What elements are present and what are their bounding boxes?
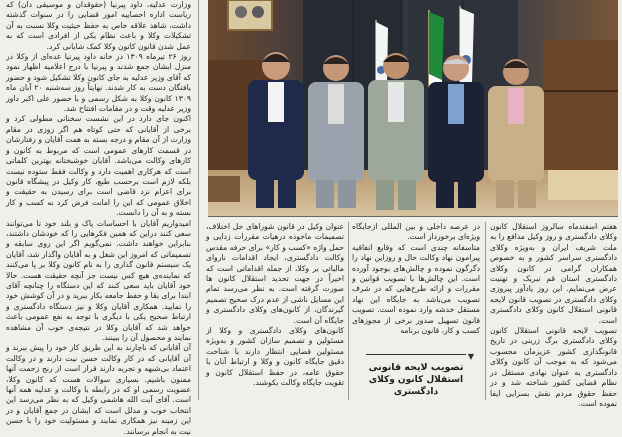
paragraph: روز ۲۶ تیرماه ۱۳۰۹ در خانه داود پیرنیا عده‌ای از وکلا در منزل ایشان جمع شدند و پیرنیا با درج اعلامیه اظهار نمود که آقای وزیر عدلیه به جای کانون وکلا تشکیل شود و حضور یافتگان دست به کار شدند. نهایتاً روز سه‌شنبه ۲۰ آبان ماه ۱۳۰۹ کانون وکلا به شکل رسمی و با حضور علی اکبر داور وزیر عدلیه وقت و در مقامات افتتاح شد. bbox=[6, 52, 192, 114]
subheading bbox=[352, 352, 480, 400]
text-column-right bbox=[490, 222, 617, 408]
triangle-marker-icon: ▼ bbox=[467, 352, 474, 361]
subheading-subtitle: استقلال کانون وکلای دادگستری bbox=[368, 375, 464, 397]
article-photo bbox=[208, 0, 618, 217]
column-rule bbox=[198, 0, 199, 400]
portrait-frame bbox=[228, 0, 272, 30]
paragraph: تصویب لایحه قانونی استقلال کانون وکلای دادگستری برگ زرینی در تاریخ قانونگذاری کشور عزیزمان محسوب می‌شود که به موجب آن کانون وکلای دادگستری به عنوان نهادی مستقل در نظام قضایی کشور شناخته شد و در حفظ حقوق مردم نقش بسزایی ایفا نموده است. bbox=[490, 326, 617, 408]
column-rule bbox=[485, 222, 486, 400]
paragraph: وزارت عدلیه، داود پیرنیا (حقوقدان و موسیقی دان) که ریاست اداره احصاییه امور قضایی را در سنوات گذشته داشت، شاهد علاقه خاص به حفظ حیثیت وکلا نسبت به آن تشکیلات وکلا و باعث نظام یکی از افرادی است که به عمل شدن قانون کانون وکلا کمک شایانی کرد. bbox=[6, 0, 191, 51]
paragraph: هفتم اسفندماه سالروز استقلال کانون وکلای دادگستری و روز وکیل مدافع را به ملت شریف ایران و به‌ویژه وکلای دادگستری سراسر کشور و به خصوص همکاران گرامی در کانون وکلای دادگستری استان قم تبریک و تهنیت عرض می‌نمایم. این روز یادآور پیروزی وکلای دادگستری در تصویب قانون لایحه قانونی استقلال کانون وکلای دادگستری است. bbox=[490, 222, 617, 325]
column-rule bbox=[348, 222, 349, 400]
paragraph: کانون‌های وکلای دادگستری و وکلا از مسئولین و تصمیم سازان کشور و به‌ویژه مسئولین قضایی انتظار دارند با شناخت دقیق جایگاه کانون و وکلا و ارتباط آنان با حقوق عامه، در حفظ استقلال کانون و تقویت جایگاه وکالت بکوشند. bbox=[206, 326, 344, 388]
text-column-middle-left bbox=[206, 222, 344, 400]
paragraph: در عرصه داخلی و بین المللی ازجایگاه ویژه‌ای برخوردار است. bbox=[352, 222, 480, 242]
paragraph: عنوان وکیل در قانون شوراهای حل اختلاف، تصمیمات ماخوذه درهیات مقررات زدایی و حمل واژه «کسب و کار» برای حرفه مقدس وکالت دادگستری، ایجاد اقدامات ناروای مالیاتی بر وکلا، از جمله اقداماتی است که اخیراً در جهت تحدید استقلال کانون ها صورت گرفته است. به نظر می‌رسد تمام این مسایل ناشی از عدم درک صحیح تصمیم گیرندگان، از کانون‌های وکلای دادگستری و جایگاه آن است. bbox=[206, 222, 344, 325]
paragraph: آن آقایانی که ناچارند به این طریق کار خود را پیش ببرند و آن آقایانی که در کار وکالت حسن نیت دارند و در وکالت اعتماد بی‌شبهه و تجربه دارند قرار است از رنج زحمت آنها ممنون باشیم. بسیاری سوالات هست که کانون وکلا، عضویت رسمی او که در رابطه با وکالت و عدلیه همه آنها است. آقای آیت الله هاشمی وکیل که به نظر می‌رسد این انتخاب خوب و مدلل است که ایشان در جمع آقایان و در این زمینه نیز همکاری نمایند و مسئولیت خود را با حسن نیت به انجام برسانند. bbox=[6, 343, 191, 436]
text-column-middle-right bbox=[352, 222, 480, 350]
subheading-title: تصویب لایحه قانونی bbox=[368, 362, 464, 373]
text-column-left bbox=[6, 0, 192, 436]
paragraph: متاسفانه چندی است که وقایع اتفاقیه پیرامون نهاد وکالت حال و روزاین نهاد را دگرگون نموده و چالش‌های بوجود آورده است. این چالش‌ها با تصویب قوانین و مقررات و ارائه طرح‌هایی که در شرف تصویب می‌باشد به جایگاه این نهاد مستقل خدشه وارد نموده است. تصویب قانون تسهیل صدور برخی از مجوزهای کسب و کار، قانون برنامه bbox=[352, 242, 480, 336]
paragraph: اکنون جای دارد در این نشست سخنانی مطولی کرد و برخی از آقایانی که حتی کوتاه هم اگر روزی در مقام وزارت از آن مقام و درجه بسته به همت آقایان و رفتارشان در قسمت کارهای عمومی است که مربوط به کانون و کارهای وکالت می‌باشد. آقایان خوشبختانه بهترین کلماتی است که هرکاری اهمیت دارد و وکالت فقط ستوده نیست بلکه لازم است برحسب طبع، کار وکیل در پیشگاه قانون برای اعزام نزد قاضی است برای رسیدن به حقیقت و اخلاق عمومی که این را امانت فرض کرد نه کسب و کار بسته و به آن را دانست. bbox=[6, 114, 191, 218]
subheading-rule bbox=[366, 354, 466, 355]
paragraph: امیدواریم آقایان با احساسات پاک و بلند خود تا می‌توانند سعی کنند دراین که همین فکرهایی را که خودشان داشتند، بنابراین خواهند داشت. نمی‌گویم اگر این روی سابقه و تصمیماتی که امروز این شغل و به آقایان واگذار شد، آقایان یک سیستم قانون گذاری را به نام کانون وکلا بر پا می‌کنند که نماینده‌ی هیچ کس نیست جز آنچه حقیقت هست. حالا خود آقایان باید سعی کنند که این دستگاه را چنانچه آقای ابتدا برای بقا و حفظ جامعه بکار ببرید و در آن کوشش خود را نمایید. همکاری آقایان وکلا و نیز دستگاه دادگستری و ارتباط صحیح یکی با دیگری با توجه به نفع عمومی باعث خواهد شد که آقایان وکلا در نتیجه‌ی خوب آن مشاهده نمایند و محصول آن را ببینند. bbox=[6, 218, 191, 342]
